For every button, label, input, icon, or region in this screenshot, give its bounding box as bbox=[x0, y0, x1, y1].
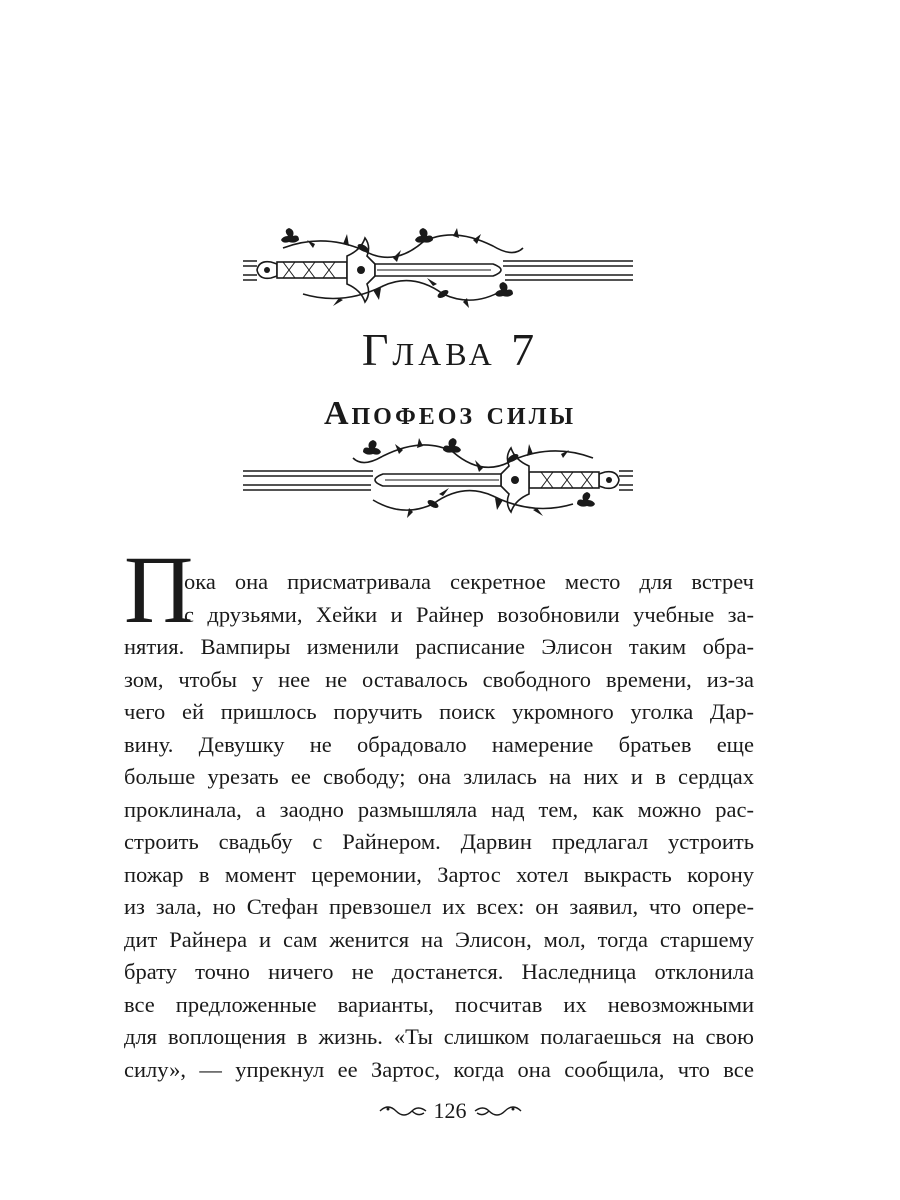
chapter-title: Глава 7 bbox=[361, 324, 539, 375]
body-text bbox=[124, 566, 754, 1086]
text-line: дит Райнера и сам женится на Элисон, мол, тогда старшему bbox=[124, 926, 754, 952]
text-line: все предложенные варианты, посчитав их невозможными bbox=[124, 991, 754, 1017]
chapter-subtitle: Апофеоз силы bbox=[323, 395, 577, 432]
text-line: для воплощения в жизнь. «Ты слишком полагаешься на свою bbox=[124, 1024, 754, 1049]
text-line: проклинала, а заодно размышляла над тем, как можно рас- bbox=[124, 796, 754, 822]
text-line: ока она присматривала секретное место для встреч bbox=[184, 569, 754, 594]
top-dagger-ornament bbox=[243, 228, 633, 308]
right-flourish-icon bbox=[473, 1101, 523, 1121]
text-line: строить свадьбу с Райнером. Дарвин предлагал устроить bbox=[124, 829, 754, 854]
text-line: силу», — упрекнул ее Зартос, когда она сообщила, что все bbox=[124, 1056, 754, 1082]
text-line: брату точно ничего не достанется. Наследница отклонила bbox=[124, 959, 754, 984]
text-line: пожар в момент церемонии, Зартос хотел выкрасть корону bbox=[124, 861, 754, 887]
bottom-dagger-ornament bbox=[243, 438, 633, 518]
drop-cap-letter: П bbox=[124, 536, 194, 643]
text-line: больше урезать ее свободу; она злилась на них и в сердцах bbox=[124, 764, 754, 789]
page-number: 126 bbox=[433, 1098, 467, 1123]
page-footer bbox=[0, 1098, 900, 1124]
text-line: нятия. Вампиры изменили расписание Элисон таким обра- bbox=[124, 634, 754, 659]
text-line: из зала, но Стефан превзошел их всех: он заявил, что опере- bbox=[124, 894, 754, 919]
left-flourish-icon bbox=[378, 1101, 428, 1121]
text-line: зом, чтобы у нее не оставалось свободного времени, из-за bbox=[124, 666, 754, 692]
text-line: чего ей пришлось поручить поиск укромного уголка Дар- bbox=[124, 699, 754, 724]
text-line: с друзьями, Хейки и Райнер возобновили учебные за- bbox=[184, 601, 754, 627]
text-line: вину. Девушку не обрадовало намерение братьев еще bbox=[124, 731, 754, 757]
